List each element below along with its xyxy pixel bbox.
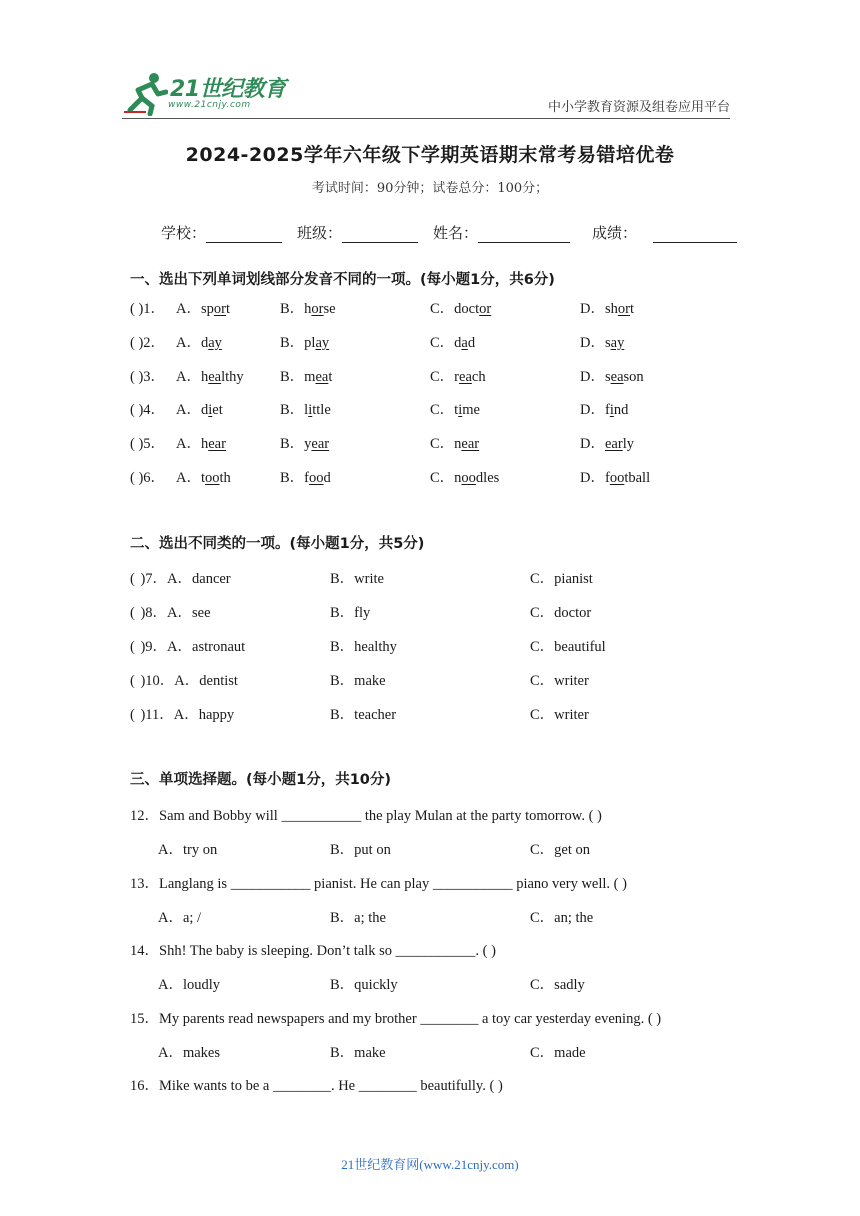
option-c: C．writer [530,707,589,723]
underlined-letters: or [479,301,492,317]
underlined-letters: i [458,402,463,418]
underlined-letters: ea [315,369,329,385]
name-blank [478,228,570,243]
underlined-letters: ear [311,436,330,452]
school-label: 学校： [161,224,207,242]
exam-info: 考试时间：90分钟；试卷总分：100分； [311,181,549,196]
site-logo [122,70,292,120]
option-c: C．time [430,402,480,418]
option-d: D．find [580,402,629,418]
option-c: C．an; the [530,910,594,926]
question-number: ( )4． [130,402,166,418]
option-c: C．reach [430,369,486,385]
option-c: C．get on [530,842,591,858]
score-label: 成绩： [592,224,638,242]
option-a: A．hear [176,436,226,452]
question-stem: 13．Langlang is ___________ pianist. He can play ___________ piano very well. ( ) [130,876,627,892]
option-a: A．sport [176,301,231,317]
underlined-letters: oo [205,470,220,486]
option-b: B．put on [330,842,391,858]
option-d: D．short [580,301,635,317]
option-d: D．early [580,436,634,452]
option-c: C．made [530,1045,586,1061]
header-divider [122,118,730,119]
option-a: A．a; / [158,910,202,926]
option-a: A．tooth [176,470,231,486]
option-b: B．write [330,571,384,587]
option-a: A．healthy [176,369,244,385]
underlined-letters: ay [315,335,330,351]
option-d: D．say [580,335,625,351]
underlined-letters: ear [604,436,623,452]
question-number: ( )5． [130,436,166,452]
option-c: C．noodles [430,470,500,486]
underlined-letters: i [308,402,313,418]
option-b: B．make [330,1045,386,1061]
question-row: ( )10．A．dentist [130,673,238,689]
question-stem: 14．Shh! The baby is sleeping. Don’t talk so ___________. ( ) [130,943,496,959]
question-number: ( )6． [130,470,166,486]
class-blank [342,228,418,243]
class-field [297,222,418,243]
class-label: 班级： [297,224,343,242]
underlined-letters: ay [610,335,625,351]
underlined-letters: ear [208,436,226,452]
underlined-letters: ea [208,369,222,385]
option-c: C．doctor [430,301,492,317]
underlined-letters: oo [609,470,625,486]
option-c: C．sadly [530,977,585,993]
score-field [592,222,737,243]
question-stem: 12．Sam and Bobby will ___________ the play Mulan at the party tomorrow. ( ) [130,808,602,824]
underlined-letters: or [213,301,226,317]
option-b: B．year [280,436,330,452]
underlined-letters: i [208,402,213,418]
option-b: B．a; the [330,910,386,926]
option-b: B．meat [280,369,333,385]
option-a: A．makes [158,1045,221,1061]
name-label: 姓名： [433,224,479,242]
underlined-letters: a [461,335,468,351]
score-blank [653,228,737,243]
school-blank [206,228,282,243]
platform-name: 中小学教育资源及组卷应用平台 [547,100,730,115]
school-field [161,222,282,243]
underlined-letters: ea [610,369,624,385]
option-c: C．dad [430,335,476,351]
option-b: B．little [280,402,331,418]
option-d: D．season [580,369,644,385]
option-b: B．healthy [330,639,397,655]
option-b: B．teacher [330,707,397,723]
underlined-letters: or [617,301,630,317]
question-number: ( )3． [130,369,166,385]
option-b: B．food [280,470,331,486]
question-number: ( )1． [130,301,166,317]
option-b: B．quickly [330,977,398,993]
option-c: C．pianist [530,571,593,587]
option-c: C．doctor [530,605,592,621]
page-title: 2024-2025学年六年级下学期英语期末常考易错培优卷 [185,144,675,166]
option-c: C．near [430,436,480,452]
underlined-letters: ay [208,335,222,351]
option-d: D．football [580,470,651,486]
underlined-letters: oo [309,470,324,486]
option-a: A．diet [176,402,223,418]
logo-text: 21世纪教育 [170,77,286,102]
footer-link[interactable]: 21世纪教育网(www.21cnjy.com) [341,1157,519,1172]
question-row: ( )11．A．happy [130,707,235,723]
runner-logo-icon [122,70,168,116]
section1-title: 一、选出下列单词划线部分发音不同的一项。(每小题1分，共6分) [130,272,555,288]
underlined-letters: or [311,301,324,317]
option-c: C．writer [530,673,589,689]
question-row: ( )8．A．see [130,605,211,621]
option-a: A．try on [158,842,218,858]
question-row: ( )9．A．astronaut [130,639,246,655]
option-b: B．make [330,673,386,689]
name-field [433,222,570,243]
question-stem: 15．My parents read newspapers and my brother ________ a toy car yesterday evening. ( ) [130,1011,662,1027]
underlined-letters: ear [461,436,480,452]
logo-url: www.21cnjy.com [168,100,251,110]
section3-title: 三、单项选择题。(每小题1分，共10分) [130,772,392,788]
option-b: B．play [280,335,330,351]
option-c: C．beautiful [530,639,606,655]
underlined-letters: oo [461,470,476,486]
option-a: A．day [176,335,222,351]
underlined-letters: ea [459,369,472,385]
section2-title: 二、选出不同类的一项。(每小题1分，共5分) [130,536,425,552]
option-b: B．horse [280,301,336,317]
option-b: B．fly [330,605,371,621]
underlined-letters: i [609,402,614,418]
option-a: A．loudly [158,977,221,993]
question-number: ( )2． [130,335,166,351]
question-row: ( )7．A．dancer [130,571,231,587]
question-stem: 16．Mike wants to be a ________. He ________ beautifully. ( ) [130,1078,503,1094]
